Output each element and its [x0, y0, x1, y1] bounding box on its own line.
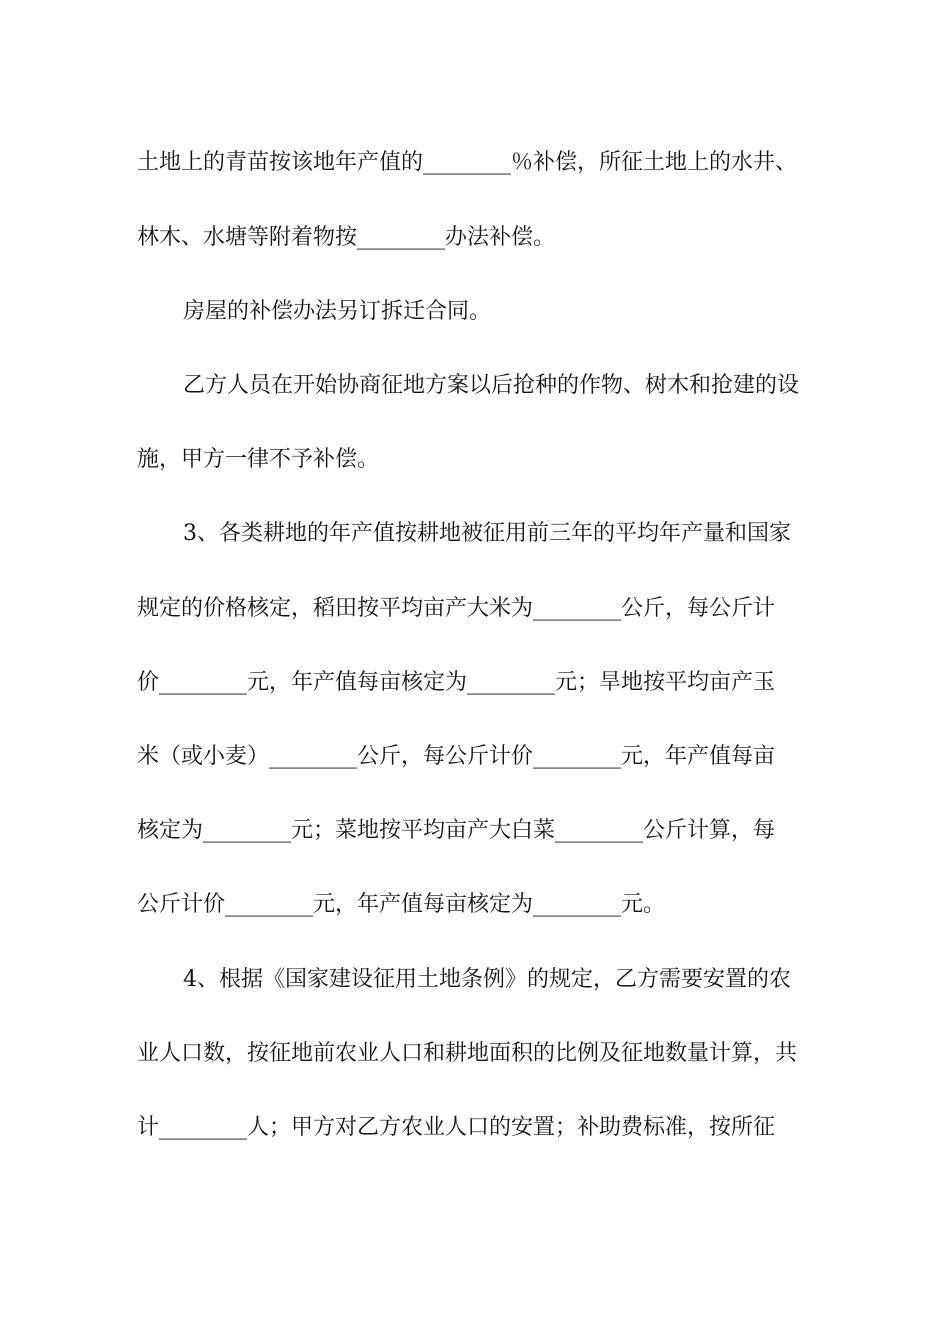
paragraph-line: 4、根据《国家建设征用土地条例》的规定，乙方需要安置的农	[183, 967, 791, 992]
text-line: 土地上的青苗按该地年产值的________％补偿，所征土地上的水井、	[137, 150, 798, 175]
paragraph-line: 乙方人员在开始协商征地方案以后抢种的作物、树木和抢建的设	[183, 373, 800, 398]
text-line: 施，甲方一律不予补偿。	[137, 447, 380, 472]
text-line: 林木、水塘等附着物按________办法补偿。	[137, 225, 556, 250]
text-line: 核定为________元；菜地按平均亩产大白菜________公斤计算，每	[137, 818, 776, 843]
text-line: 业人口数，按征地前农业人口和耕地面积的比例及征地数量计算，共	[137, 1041, 798, 1066]
text-line: 计________人；甲方对乙方农业人口的安置；补助费标准，按所征	[137, 1115, 776, 1140]
text-line: 米（或小麦）________公斤，每公斤计价________元，年产值每亩	[137, 744, 776, 769]
text-line: 公斤计价________元，年产值每亩核定为________元。	[137, 892, 666, 917]
paragraph-line: 3、各类耕地的年产值按耕地被征用前三年的平均年产量和国家	[183, 521, 791, 546]
text-line: 规定的价格核定，稻田按平均亩产大米为________公斤，每公斤计	[137, 596, 776, 621]
paragraph-line: 房屋的补偿办法另订拆迁合同。	[183, 299, 492, 324]
text-line: 价________元，年产值每亩核定为________元；旱地按平均亩产玉	[137, 670, 776, 695]
